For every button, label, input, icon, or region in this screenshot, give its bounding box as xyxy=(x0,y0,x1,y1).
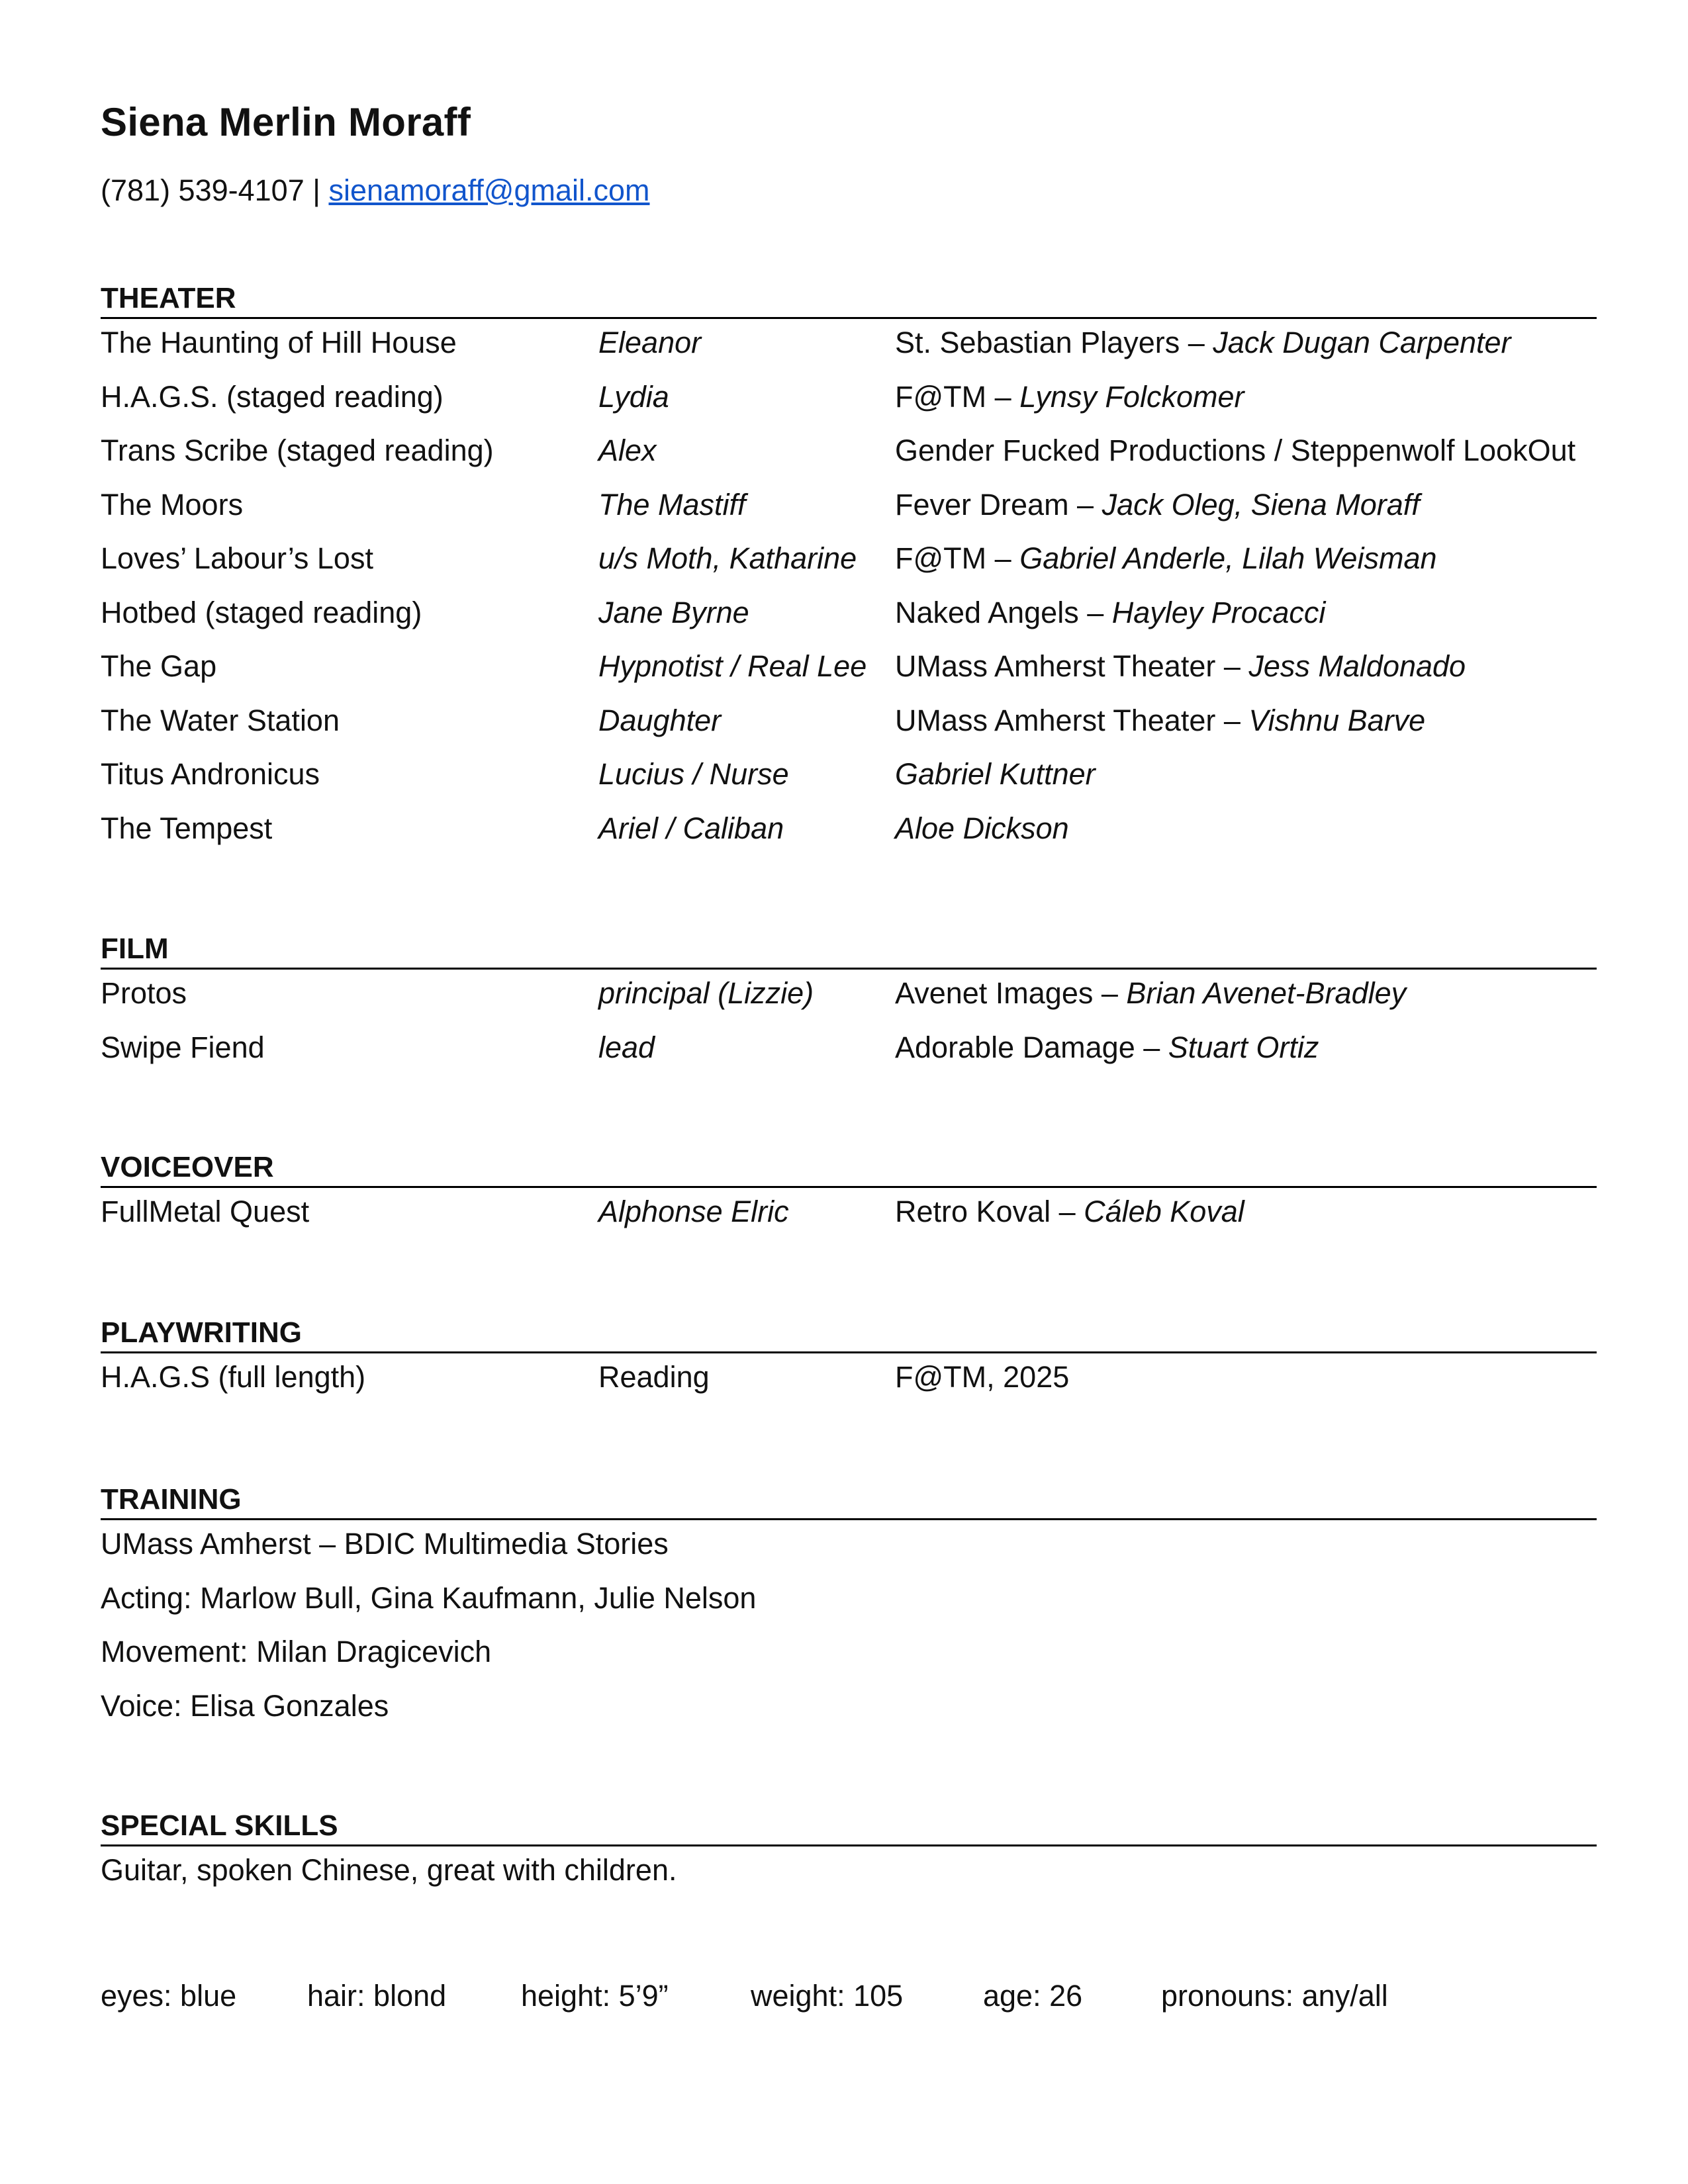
credit-company xyxy=(895,481,1420,529)
credit-title: The Gap xyxy=(101,649,217,683)
credit-title: The Water Station xyxy=(101,703,340,737)
director-name: Gabriel Kuttner xyxy=(895,757,1096,791)
training-section xyxy=(101,1479,1597,1736)
director-name: Gabriel Anderle, Lilah Weisman xyxy=(1019,541,1437,575)
credit-company xyxy=(895,697,1425,745)
voiceover-heading: VOICEOVER xyxy=(101,1147,1597,1188)
company-name: UMass Amherst Theater – xyxy=(895,649,1249,683)
credit-company xyxy=(895,373,1244,421)
theater-credit-row xyxy=(101,643,1597,697)
company-name: UMass Amherst Theater – xyxy=(895,703,1249,737)
credit-company xyxy=(895,589,1325,637)
credit-title: Protos xyxy=(101,976,187,1010)
theater-credit-row xyxy=(101,805,1597,859)
director-name: Jess Maldonado xyxy=(1248,649,1466,683)
credit-company xyxy=(895,643,1466,690)
company-name: Gender Fucked Productions / Steppenwolf LookOut xyxy=(895,433,1576,467)
credit-role: Alex xyxy=(598,433,657,467)
director-name: Vishnu Barve xyxy=(1248,703,1426,737)
theater-section xyxy=(101,278,1597,858)
credit-title: Titus Andronicus xyxy=(101,757,320,791)
company-name: St. Sebastian Players – xyxy=(895,326,1213,359)
credit-company xyxy=(895,1353,1069,1401)
film-credit-row xyxy=(101,1024,1597,1078)
playwriting-credits xyxy=(101,1353,1597,1408)
credit-role: u/s Moth, Katharine xyxy=(598,541,857,575)
phone-number: (781) 539-4107 xyxy=(101,173,305,207)
company-name: Avenet Images – xyxy=(895,976,1127,1010)
stat-height: height: 5’9” xyxy=(521,1979,669,2013)
company-name: Naked Angels – xyxy=(895,595,1112,629)
director-name: Jack Oleg, Siena Moraff xyxy=(1102,487,1420,522)
director-name: Stuart Ortiz xyxy=(1168,1030,1319,1064)
voiceover-section xyxy=(101,1147,1597,1242)
film-section xyxy=(101,929,1597,1077)
company-name: F@TM – xyxy=(895,541,1020,575)
credit-role: Reading xyxy=(598,1360,710,1394)
credit-company xyxy=(895,1188,1244,1236)
credit-company xyxy=(895,805,1069,852)
theater-heading: THEATER xyxy=(101,278,1597,319)
credit-role: lead xyxy=(598,1030,655,1064)
stat-weight: weight: 105 xyxy=(751,1979,904,2013)
director-name: Brian Avenet-Bradley xyxy=(1126,976,1407,1010)
email-link[interactable]: sienamoraff@gmail.com xyxy=(328,173,650,207)
playwriting-section xyxy=(101,1312,1597,1408)
voiceover-credit-row xyxy=(101,1188,1597,1242)
skills-section xyxy=(101,1805,1597,1901)
credit-title: Trans Scribe (staged reading) xyxy=(101,433,494,467)
credit-company xyxy=(895,535,1437,582)
credit-role: Lydia xyxy=(598,379,669,414)
credit-company xyxy=(895,751,1096,798)
director-name: Hayley Procacci xyxy=(1111,595,1326,629)
film-heading: FILM xyxy=(101,929,1597,970)
training-line: Movement: Milan Dragicevich xyxy=(101,1635,492,1668)
skills-heading: SPECIAL SKILLS xyxy=(101,1805,1597,1846)
credit-title: Loves’ Labour’s Lost xyxy=(101,541,373,575)
training-line: Acting: Marlow Bull, Gina Kaufmann, Julie Nelson xyxy=(101,1580,757,1615)
theater-credit-row xyxy=(101,481,1597,535)
credit-role: Jane Byrne xyxy=(598,595,749,629)
credit-title: The Moors xyxy=(101,487,244,522)
company-name: Adorable Damage – xyxy=(895,1030,1168,1064)
director-name: Aloe Dickson xyxy=(895,811,1069,845)
credit-company xyxy=(895,1024,1319,1071)
credit-role: Hypnotist / Real Lee xyxy=(598,649,867,683)
credit-title: The Haunting of Hill House xyxy=(101,326,457,359)
theater-credit-row xyxy=(101,535,1597,589)
playwriting-heading: PLAYWRITING xyxy=(101,1312,1597,1353)
credit-role: Alphonse Elric xyxy=(598,1195,789,1228)
credit-company xyxy=(895,319,1511,367)
credit-company xyxy=(895,970,1406,1017)
credit-title: H.A.G.S (full length) xyxy=(101,1360,366,1394)
stat-age: age: 26 xyxy=(983,1979,1083,2013)
skills-line: Guitar, spoken Chinese, great with children. xyxy=(101,1853,677,1887)
theater-credit-row xyxy=(101,589,1597,643)
company-name: F@TM, 2025 xyxy=(895,1360,1070,1394)
stat-eyes: eyes: blue xyxy=(101,1979,237,2013)
theater-credits xyxy=(101,319,1597,858)
film-credit-row xyxy=(101,970,1597,1024)
credit-title: Swipe Fiend xyxy=(101,1030,265,1064)
company-name: F@TM – xyxy=(895,379,1020,414)
credit-role: Lucius / Nurse xyxy=(598,757,789,791)
director-name: Jack Dugan Carpenter xyxy=(1213,326,1511,359)
playwriting-credit-row xyxy=(101,1353,1597,1408)
training-line: UMass Amherst – BDIC Multimedia Stories xyxy=(101,1527,669,1561)
credit-role: Eleanor xyxy=(598,326,702,359)
credit-role: Ariel / Caliban xyxy=(598,811,784,845)
credit-title: FullMetal Quest xyxy=(101,1195,310,1228)
credit-title: H.A.G.S. (staged reading) xyxy=(101,379,444,414)
credit-title: The Tempest xyxy=(101,811,273,845)
theater-credit-row xyxy=(101,427,1597,481)
credit-title: Hotbed (staged reading) xyxy=(101,595,422,629)
credit-role: principal (Lizzie) xyxy=(598,976,814,1010)
credit-role: Daughter xyxy=(598,703,722,737)
training-heading: TRAINING xyxy=(101,1479,1597,1520)
contact-separator: | xyxy=(312,173,320,207)
voiceover-credits xyxy=(101,1188,1597,1242)
company-name: Fever Dream – xyxy=(895,487,1102,522)
stat-hair: hair: blond xyxy=(307,1979,447,2013)
theater-credit-row xyxy=(101,697,1597,751)
resume-name: Siena Merlin Moraff xyxy=(101,100,471,144)
credit-role: The Mastiff xyxy=(598,487,746,522)
credit-company xyxy=(895,427,1575,475)
theater-credit-row xyxy=(101,751,1597,805)
company-name: Retro Koval – xyxy=(895,1195,1084,1228)
director-name: Lynsy Folckomer xyxy=(1019,379,1244,414)
theater-credit-row xyxy=(101,373,1597,428)
film-credits xyxy=(101,970,1597,1077)
theater-credit-row xyxy=(101,319,1597,373)
contact-line xyxy=(101,173,650,208)
director-name: Cáleb Koval xyxy=(1084,1195,1244,1228)
training-line: Voice: Elisa Gonzales xyxy=(101,1688,389,1723)
stat-pronouns: pronouns: any/all xyxy=(1161,1979,1388,2013)
